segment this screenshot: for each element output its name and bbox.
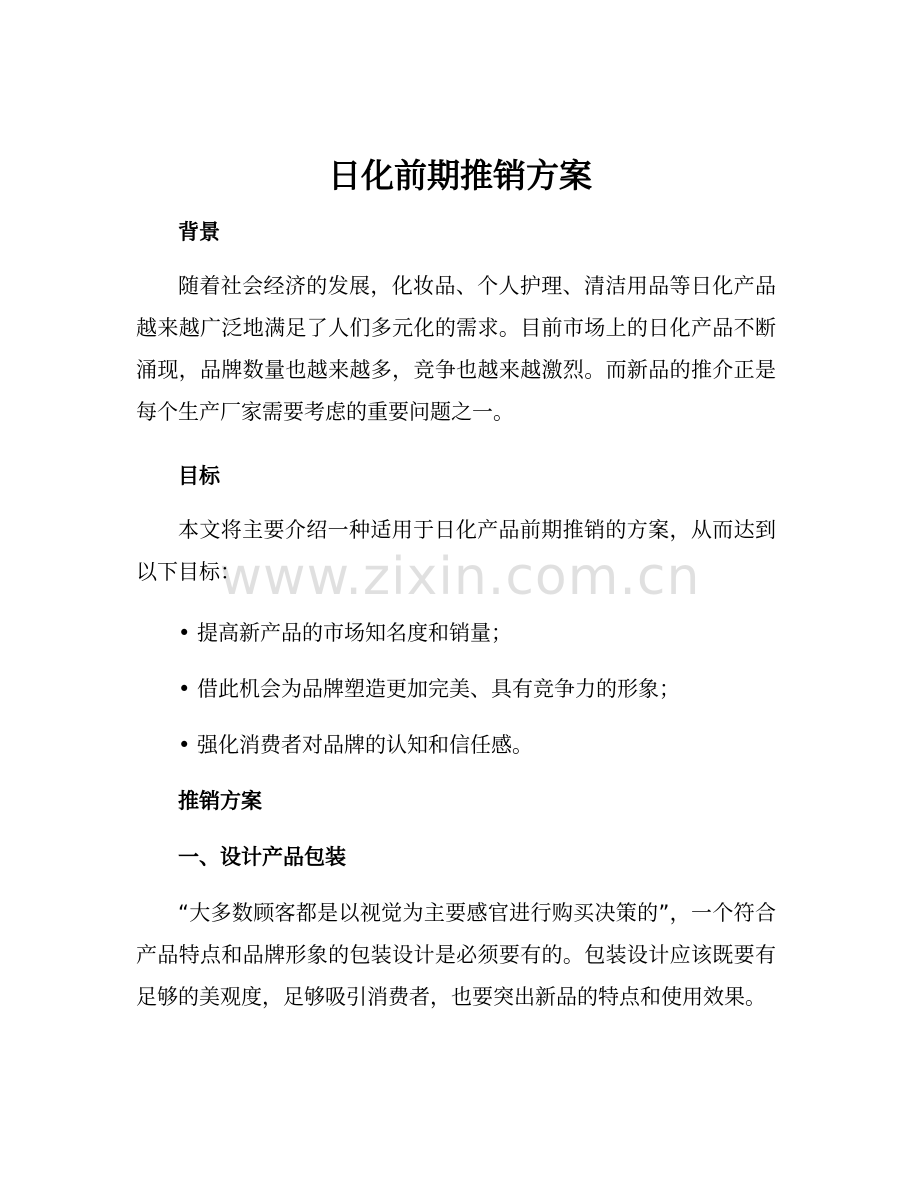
goal-bullet-2: • 借此机会为品牌塑造更加完美、具有竞争力的形象； xyxy=(178,677,681,701)
heading-plan-packaging: 一、设计产品包装 xyxy=(178,845,346,869)
goal-bullet-3: • 强化消费者对品牌的认知和信任感。 xyxy=(178,733,534,757)
document-title: 日化前期推销方案 xyxy=(328,156,592,195)
heading-goal: 目标 xyxy=(178,464,220,488)
paragraph-background: 随着社会经济的发展，化妆品、个人护理、清洁用品等日化产品越来越广泛地满足了人们多元化的需求。目前市场上的日化产品不断涌现，品牌数量也越来越多，竞争也越来越激烈。而新品的推介正是每个生产厂家需要考虑的重要问题之一。 xyxy=(136,274,776,424)
paragraph-goal: 本文将主要介绍一种适用于日化产品前期推销的方案，从而达到以下目标： xyxy=(136,518,776,584)
paragraph-plan-packaging: “大多数顾客都是以视觉为主要感官进行购买决策的”，一个符合产品特点和品牌形象的包装设计是必须要有的。包装设计应该既要有足够的美观度，足够吸引消费者，也要突出新品的特点和使用效果。 xyxy=(136,901,776,1009)
goal-bullet-1: • 提高新产品的市场知名度和销量； xyxy=(178,621,513,645)
watermark: www.zixin.com.cn xyxy=(219,547,701,607)
heading-background: 背景 xyxy=(178,220,220,244)
heading-plan: 推销方案 xyxy=(178,789,262,813)
